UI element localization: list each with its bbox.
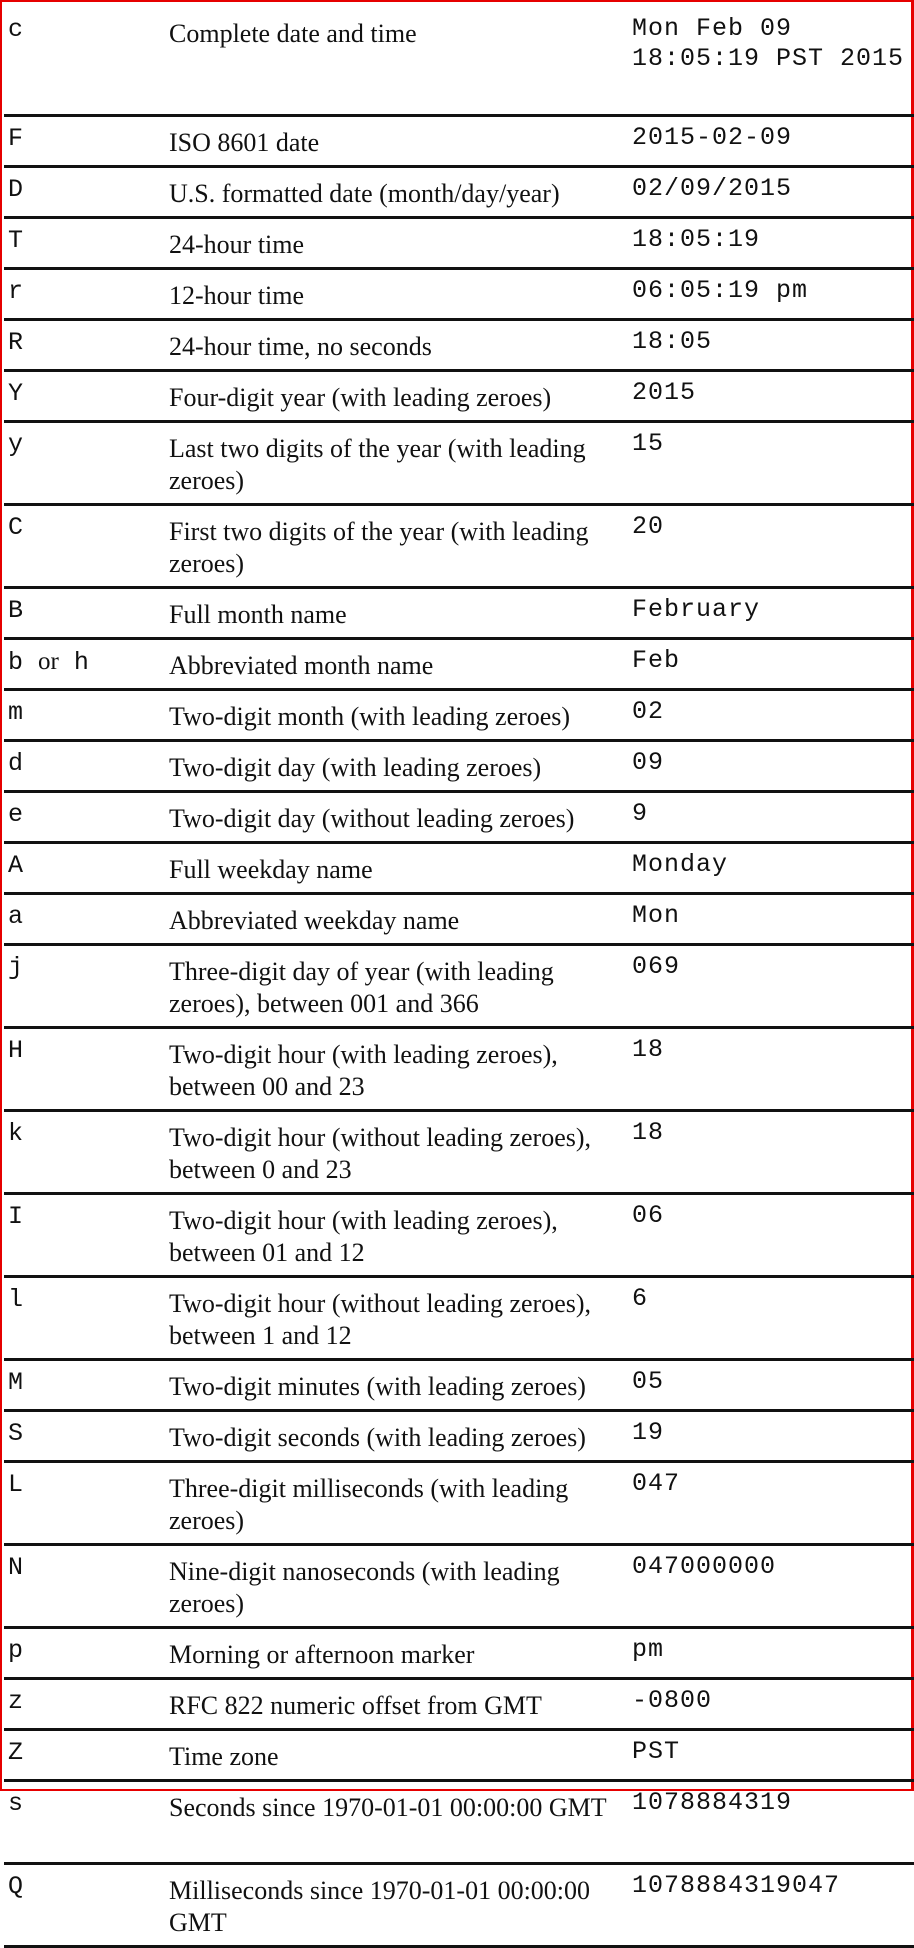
format-description: Two-digit hour (with leading zeroes), between 01 and 12 xyxy=(169,1194,632,1277)
format-code-cell xyxy=(4,422,169,505)
table-row xyxy=(4,1028,914,1111)
format-example: Mon xyxy=(632,894,914,945)
table-row xyxy=(4,1679,914,1730)
format-code: Q xyxy=(8,1872,24,1901)
format-code-cell xyxy=(4,1194,169,1277)
format-description: Last two digits of the year (with leading zeroes) xyxy=(169,422,632,505)
format-description: Seconds since 1970-01-01 00:00:00 GMT xyxy=(169,1781,632,1864)
format-example: 047000000 xyxy=(632,1545,914,1628)
format-code-cell xyxy=(4,588,169,639)
format-code-cell xyxy=(4,1462,169,1545)
format-description: Three-digit day of year (with leading zeroes), between 001 and 366 xyxy=(169,945,632,1028)
format-code: d xyxy=(8,749,24,778)
format-code: s xyxy=(8,1789,24,1818)
table-row xyxy=(4,945,914,1028)
format-code-cell xyxy=(4,505,169,588)
format-code: A xyxy=(8,851,24,880)
format-example: 18:05 xyxy=(632,320,914,371)
format-example: February xyxy=(632,588,914,639)
format-example: 18 xyxy=(632,1028,914,1111)
format-description: U.S. formatted date (month/day/year) xyxy=(169,167,632,218)
format-code-cell xyxy=(4,741,169,792)
format-example: 069 xyxy=(632,945,914,1028)
format-code-cell xyxy=(4,218,169,269)
format-code: H xyxy=(8,1036,24,1065)
format-code-cell xyxy=(4,945,169,1028)
table-row xyxy=(4,1360,914,1411)
format-code-cell xyxy=(4,167,169,218)
format-description: Three-digit milliseconds (with leading zeroes) xyxy=(169,1462,632,1545)
format-code: b xyxy=(8,648,24,677)
format-example: 6 xyxy=(632,1277,914,1360)
format-code: N xyxy=(8,1553,24,1582)
format-code-cell xyxy=(4,1411,169,1462)
format-example: 2015-02-09 xyxy=(632,116,914,167)
format-code-cell xyxy=(4,1111,169,1194)
format-description: 12-hour time xyxy=(169,269,632,320)
format-code-cell xyxy=(4,1545,169,1628)
format-example: 9 xyxy=(632,792,914,843)
format-code: m xyxy=(8,698,24,727)
format-description: RFC 822 numeric offset from GMT xyxy=(169,1679,632,1730)
format-example: Mon Feb 09 18:05:19 PST 2015 xyxy=(632,8,914,116)
table-row xyxy=(4,690,914,741)
format-code: Y xyxy=(8,379,24,408)
date-format-table xyxy=(4,8,914,1948)
format-description: Two-digit hour (without leading zeroes), between 0 and 23 xyxy=(169,1111,632,1194)
format-code: j xyxy=(8,953,24,982)
format-code: B xyxy=(8,596,24,625)
format-code: r xyxy=(8,277,24,306)
format-description: Time zone xyxy=(169,1730,632,1781)
format-description: Abbreviated month name xyxy=(169,639,632,690)
table-row xyxy=(4,1194,914,1277)
format-example: 047 xyxy=(632,1462,914,1545)
format-description: Milliseconds since 1970-01-01 00:00:00 GMT xyxy=(169,1864,632,1947)
table-row xyxy=(4,218,914,269)
format-description: Two-digit hour (with leading zeroes), between 00 and 23 xyxy=(169,1028,632,1111)
format-code: I xyxy=(8,1202,24,1231)
format-code: M xyxy=(8,1368,24,1397)
format-description: 24-hour time xyxy=(169,218,632,269)
table-row xyxy=(4,792,914,843)
format-code-cell xyxy=(4,269,169,320)
format-example: 02/09/2015 xyxy=(632,167,914,218)
format-code-cell xyxy=(4,116,169,167)
format-description: Two-digit seconds (with leading zeroes) xyxy=(169,1411,632,1462)
format-code-cell xyxy=(4,1781,169,1864)
format-description: Two-digit day (without leading zeroes) xyxy=(169,792,632,843)
format-example: 20 xyxy=(632,505,914,588)
format-description: First two digits of the year (with leading zeroes) xyxy=(169,505,632,588)
format-code-cell xyxy=(4,894,169,945)
format-example: Monday xyxy=(632,843,914,894)
format-code: e xyxy=(8,800,24,829)
format-example: PST xyxy=(632,1730,914,1781)
format-code-or-connector: or xyxy=(38,648,59,675)
table-row xyxy=(4,505,914,588)
table-row xyxy=(4,1462,914,1545)
format-description: Complete date and time xyxy=(169,8,632,116)
format-example: pm xyxy=(632,1628,914,1679)
format-description: Four-digit year (with leading zeroes) xyxy=(169,371,632,422)
table-row xyxy=(4,741,914,792)
format-example: 1078884319047 xyxy=(632,1864,914,1947)
format-description: ISO 8601 date xyxy=(169,116,632,167)
table-row xyxy=(4,894,914,945)
format-description: Two-digit month (with leading zeroes) xyxy=(169,690,632,741)
format-code: T xyxy=(8,226,24,255)
format-description: Nine-digit nanoseconds (with leading zeroes) xyxy=(169,1545,632,1628)
format-code-cell xyxy=(4,1679,169,1730)
format-description: Two-digit minutes (with leading zeroes) xyxy=(169,1360,632,1411)
format-code: p xyxy=(8,1636,24,1665)
format-code: y xyxy=(8,430,24,459)
table-body xyxy=(4,8,914,1947)
format-code-cell xyxy=(4,792,169,843)
table-row xyxy=(4,1864,914,1947)
format-code-cell xyxy=(4,371,169,422)
format-code: F xyxy=(8,124,24,153)
format-code: C xyxy=(8,513,24,542)
format-code-cell xyxy=(4,1628,169,1679)
format-code-cell xyxy=(4,1864,169,1947)
format-code-alt: h xyxy=(73,648,89,677)
format-example: 02 xyxy=(632,690,914,741)
format-code: c xyxy=(8,15,24,44)
format-example: 15 xyxy=(632,422,914,505)
table-row xyxy=(4,269,914,320)
format-example: 06:05:19 pm xyxy=(632,269,914,320)
format-description: Full month name xyxy=(169,588,632,639)
format-example: 06 xyxy=(632,1194,914,1277)
format-code-cell xyxy=(4,639,169,690)
format-description: Abbreviated weekday name xyxy=(169,894,632,945)
table-row xyxy=(4,1411,914,1462)
format-example: Feb xyxy=(632,639,914,690)
format-code-cell xyxy=(4,690,169,741)
format-code: z xyxy=(8,1687,24,1716)
format-code: D xyxy=(8,175,24,204)
table-row xyxy=(4,1277,914,1360)
format-example: 1078884319 xyxy=(632,1781,914,1864)
format-code-cell xyxy=(4,1730,169,1781)
format-description: 24-hour time, no seconds xyxy=(169,320,632,371)
table-row xyxy=(4,1111,914,1194)
table-row xyxy=(4,1628,914,1679)
format-code-cell xyxy=(4,1360,169,1411)
format-code-cell xyxy=(4,320,169,371)
table-row xyxy=(4,422,914,505)
format-description: Full weekday name xyxy=(169,843,632,894)
format-example: 2015 xyxy=(632,371,914,422)
table-row xyxy=(4,639,914,690)
format-code: l xyxy=(8,1285,24,1314)
table-row xyxy=(4,1781,914,1864)
table-row xyxy=(4,320,914,371)
format-code-cell xyxy=(4,8,169,116)
format-description: Morning or afternoon marker xyxy=(169,1628,632,1679)
table-row xyxy=(4,116,914,167)
table-row xyxy=(4,1545,914,1628)
format-example: 09 xyxy=(632,741,914,792)
format-example: 18 xyxy=(632,1111,914,1194)
table-row xyxy=(4,843,914,894)
format-example: -0800 xyxy=(632,1679,914,1730)
format-code: L xyxy=(8,1470,24,1499)
format-example: 19 xyxy=(632,1411,914,1462)
format-description: Two-digit day (with leading zeroes) xyxy=(169,741,632,792)
format-code: R xyxy=(8,328,24,357)
table-row xyxy=(4,167,914,218)
format-code-cell xyxy=(4,1277,169,1360)
format-code: a xyxy=(8,902,24,931)
format-code-cell xyxy=(4,1028,169,1111)
format-code: S xyxy=(8,1419,24,1448)
format-example: 18:05:19 xyxy=(632,218,914,269)
format-example: 05 xyxy=(632,1360,914,1411)
format-code: k xyxy=(8,1119,24,1148)
table-row xyxy=(4,588,914,639)
table-row xyxy=(4,1730,914,1781)
table-row xyxy=(4,8,914,116)
format-code-cell xyxy=(4,843,169,894)
format-code: Z xyxy=(8,1738,24,1767)
format-description: Two-digit hour (without leading zeroes), between 1 and 12 xyxy=(169,1277,632,1360)
table-row xyxy=(4,371,914,422)
